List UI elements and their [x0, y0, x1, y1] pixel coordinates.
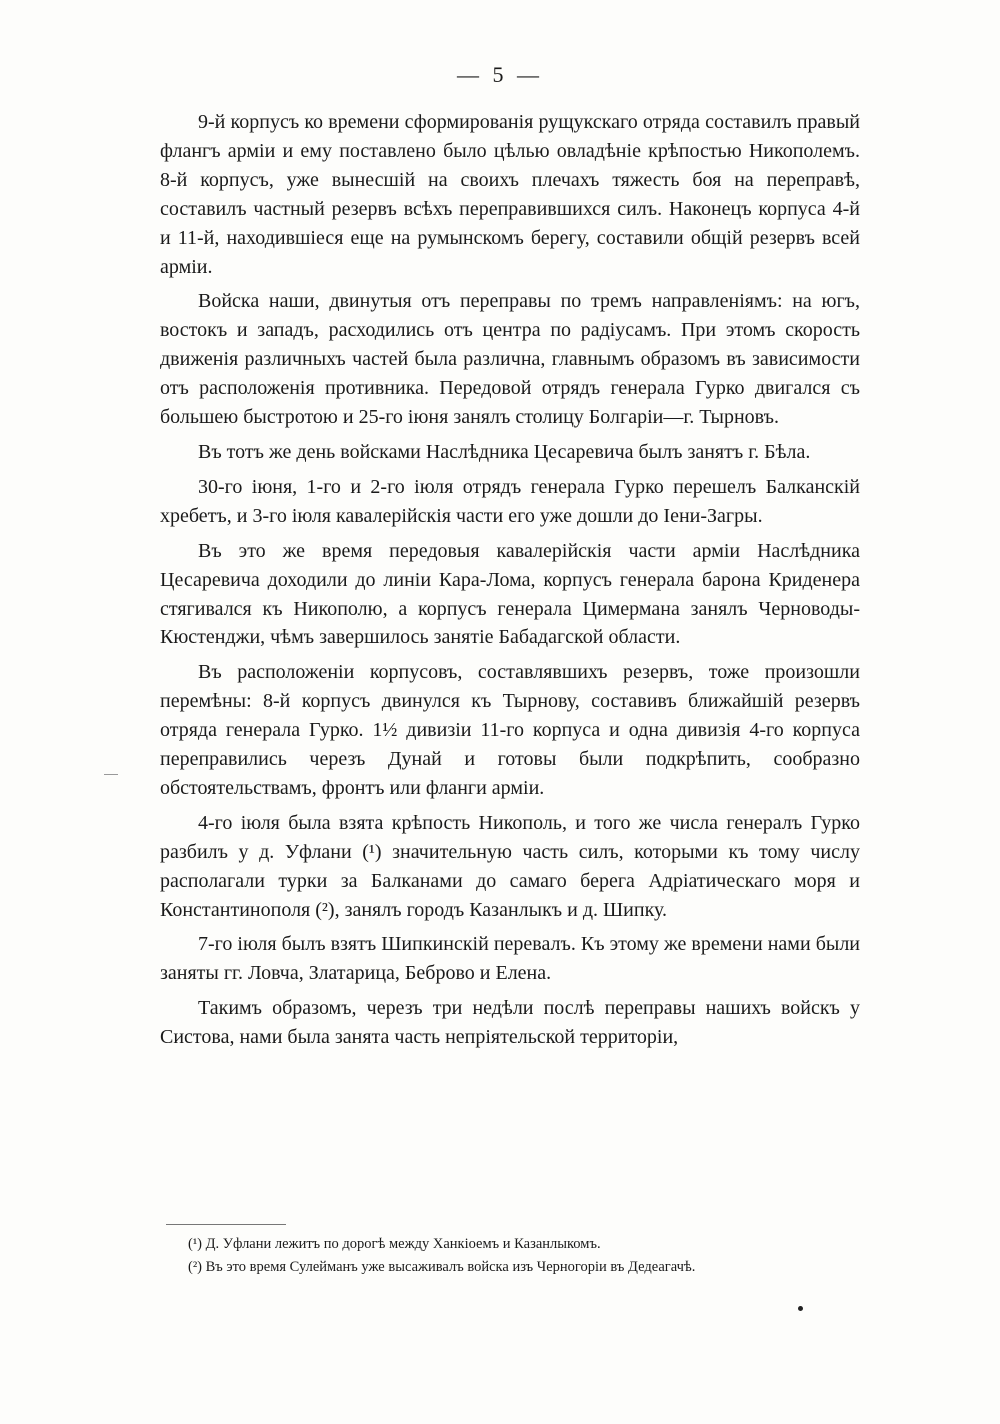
paragraph-5: Въ это же время передовыя кавалерійскія части арміи Наслѣдника Цесаревича доходили до линіи Кара-Лома, корпусъ генерала барона Криденера стягивался къ Никополю, а корпусъ генерала Цимермана занялъ Черноводы-Кюстенджи, чѣмъ завершилось занятіе Бабадагской области. [160, 539, 860, 649]
body-text [160, 108, 860, 1058]
paragraph-2: Войска наши, двинутыя отъ переправы по тремъ направленіямъ: на югъ, востокъ и западъ, расходились отъ центра по радіусамъ. При этомъ скорость движенія различныхъ частей была различна, главнымъ образомъ въ зависимости отъ расположенія противника. Передовой отрядъ генерала Гурко двигался съ большею быстротою и 25-го іюня занялъ столицу Болгаріи—г. Тырновъ. [160, 290, 860, 429]
paragraph-9: Такимъ образомъ, черезъ три недѣли послѣ переправы нашихъ войскъ у Систова, нами была занята часть непріятельской территоріи, [160, 997, 860, 1049]
paragraph-3: Въ тотъ же день войсками Наслѣдника Цесаревича былъ занятъ г. Бѣла. [198, 440, 811, 463]
paragraph-4: 30-го іюня, 1-го и 2-го іюля отрядъ генерала Гурко перешелъ Балканскій хребетъ, и 3-го іюля кавалерійскія части его уже дошли до Іени-Загры. [160, 475, 860, 527]
footnotes [160, 1234, 860, 1280]
ink-dot-mark [798, 1306, 803, 1311]
footnote-2: (²) Въ это время Сулейманъ уже высаживалъ войска изъ Черногоріи въ Дедеагачѣ. [188, 1259, 696, 1275]
paragraph-6: Въ расположеніи корпусовъ, составлявшихъ резервъ, тоже произошли перемѣны: 8-й корпусъ двинулся къ Тырнову, составивъ ближайшій резервъ отряда генерала Гурко. 1½ дивизіи 11-го корпуса и одна дивизія 4-го корпуса переправились черезъ Дунай и готовы были подкрѣпить, сообразно обстоятельствамъ, фронтъ или фланги арміи. [160, 661, 860, 799]
margin-scan-mark [104, 774, 118, 775]
footnote-divider [166, 1224, 286, 1225]
footnote-1: (¹) Д. Уфлани лежитъ по дорогѣ между Ханкіоемъ и Казанлыкомъ. [188, 1236, 601, 1252]
paragraph-1: 9-й корпусъ ко времени сформированія рущукскаго отряда составилъ правый флангъ арміи и ему поставлено было цѣлью овладѣніе крѣпостью Никополемъ. 8-й корпусъ, уже вынесшій на своихъ плечахъ тяжесть боя на переправѣ, составилъ частный резервъ всѣхъ переправившихся силъ. Наконецъ корпуса 4-й и 11-й, находившіеся еще на румынскомъ берегу, составили общій резервъ всей арміи. [160, 111, 860, 278]
paragraph-8: 7-го іюля былъ взятъ Шипкинскій перевалъ. Къ этому же времени нами были заняты гг. Ловча, Златарица, Беброво и Елена. [160, 933, 860, 985]
page-number: — 5 — [457, 62, 543, 87]
paragraph-7: 4-го іюля была взята крѣпость Никополь, и того же числа генералъ Гурко разбилъ у д. Уфлани (¹) значительную часть силъ, которыми къ тому числу располагали турки за Балканами до самаго берега Адріатическаго моря и Константинополя (²), занялъ городъ Казанлыкъ и д. Шипку. [160, 811, 860, 921]
